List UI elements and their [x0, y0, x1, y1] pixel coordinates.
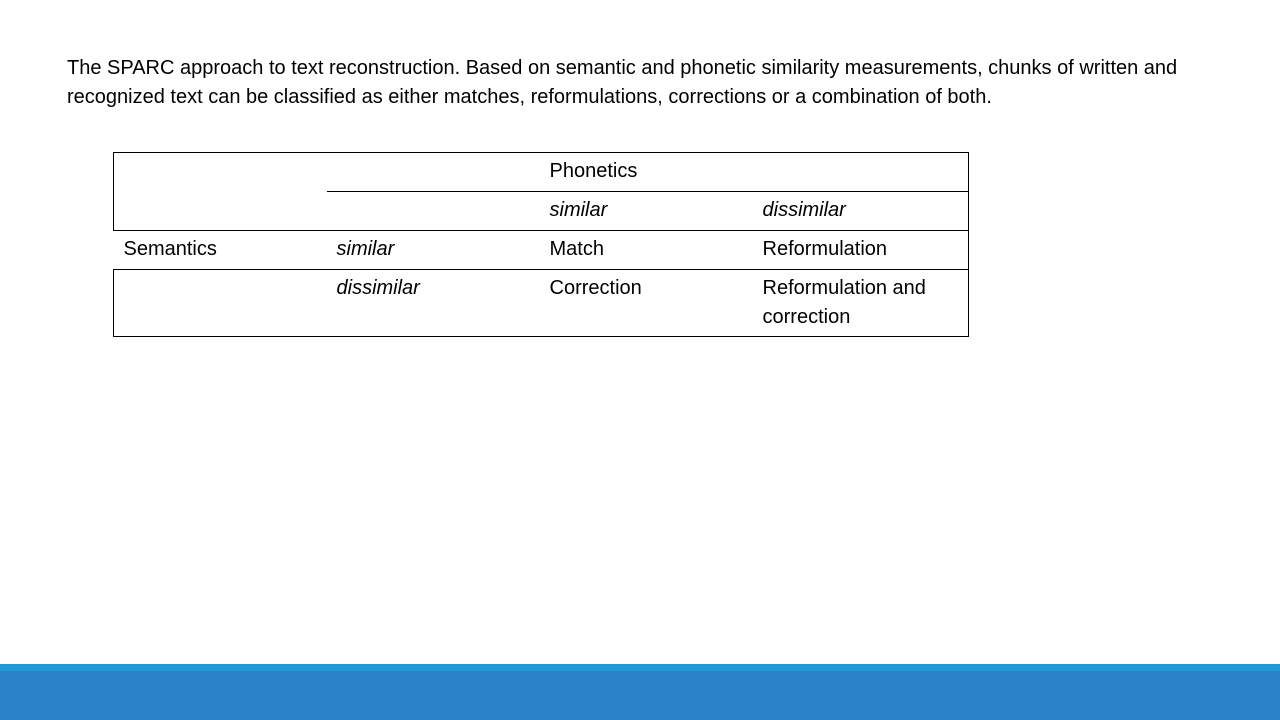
slide-caption: The SPARC approach to text reconstruction. Based on semantic and phonetic similarity measurements, chunks of written and recognized text can be classified as either matches, reformulations, corrections or a combination of both.	[67, 57, 1178, 108]
footer-bar	[0, 671, 1280, 720]
table-cell-empty	[114, 270, 327, 337]
cell-reformulation-and-correction: Reformulation and correction	[753, 270, 969, 337]
footer-accent-stripe	[0, 664, 1280, 671]
table-cell-empty	[327, 192, 540, 231]
cell-match: Match	[540, 231, 753, 270]
table-row	[114, 270, 969, 337]
table-row	[114, 192, 969, 231]
table-cell-empty	[327, 153, 540, 192]
sparc-classification-table	[113, 152, 969, 337]
table-cell-empty	[114, 153, 327, 192]
table-cell-empty	[114, 192, 327, 231]
semantics-header: Semantics	[114, 231, 327, 270]
table-cell-empty	[753, 153, 969, 192]
table-row	[114, 153, 969, 192]
table-row	[114, 231, 969, 270]
semantics-dissimilar-label: dissimilar	[327, 270, 540, 337]
phonetics-dissimilar-label: dissimilar	[753, 192, 969, 231]
phonetics-similar-label: similar	[540, 192, 753, 231]
cell-reformulation: Reformulation	[753, 231, 969, 270]
phonetics-header: Phonetics	[540, 153, 753, 192]
cell-correction: Correction	[540, 270, 753, 337]
semantics-similar-label: similar	[327, 231, 540, 270]
